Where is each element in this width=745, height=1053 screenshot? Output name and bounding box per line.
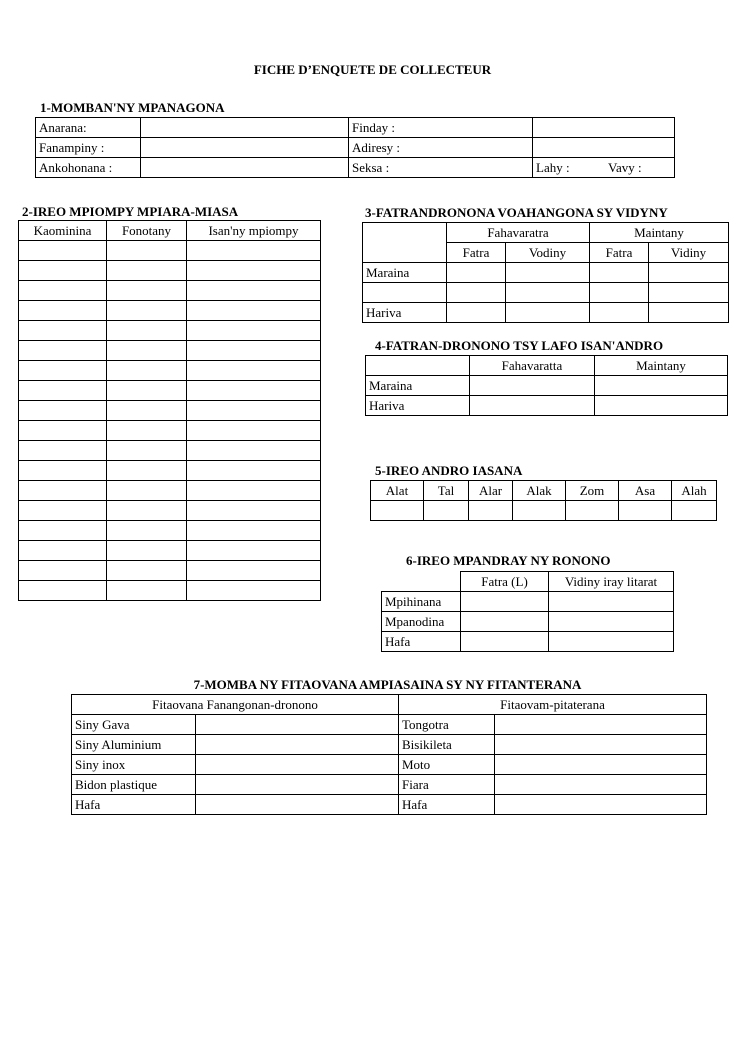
col-fatra: Fatra: [447, 243, 506, 263]
table-row[interactable]: [72, 715, 707, 735]
col-day-alah: Alah: [672, 481, 717, 501]
section-5-title: 5-IREO ANDRO IASANA: [375, 463, 523, 478]
col-fitaovana-fanangonan-dronono: Fitaovana Fanangonan-dronono: [72, 695, 399, 715]
table-row[interactable]: [72, 775, 707, 795]
table-row[interactable]: [366, 396, 728, 416]
table-header-row: [363, 223, 729, 243]
col-day-tal: Tal: [424, 481, 469, 501]
table-row: [36, 118, 675, 138]
adiresy-field[interactable]: [533, 138, 675, 158]
section-4-table: [365, 355, 728, 416]
section-5-table: [370, 480, 717, 521]
col-fonotany: Fonotany: [107, 221, 187, 241]
col-day-alak: Alak: [513, 481, 566, 501]
item-siny-inox: Siny inox: [72, 755, 196, 775]
anarana-field[interactable]: [141, 118, 349, 138]
label-vavy: Vavy :: [608, 160, 642, 175]
col-day-alar: Alar: [469, 481, 513, 501]
table-row[interactable]: [363, 283, 729, 303]
label-seksa: Seksa :: [349, 158, 533, 178]
col-vidiny: Vidiny: [649, 243, 729, 263]
table-row[interactable]: [72, 755, 707, 775]
section-6-table: [381, 571, 674, 652]
label-fanampiny: Fanampiny :: [36, 138, 141, 158]
col-day-alat: Alat: [371, 481, 424, 501]
table-row[interactable]: [19, 501, 321, 521]
table-row[interactable]: [371, 501, 717, 521]
item-siny-gava: Siny Gava: [72, 715, 196, 735]
table-header-row: [382, 572, 674, 592]
col-day-zom: Zom: [566, 481, 619, 501]
section-7-title: 7-MOMBA NY FITAOVANA AMPIASAINA SY NY FITANTERANA: [193, 677, 582, 692]
table-row[interactable]: [19, 481, 321, 501]
section-3-title: 3-FATRANDRONONA VOAHANGONA SY VIDYNY: [365, 205, 668, 220]
row-label-hafa: Hafa: [382, 632, 461, 652]
label-adiresy: Adiresy :: [349, 138, 533, 158]
row-label-maraina: Maraina: [363, 263, 447, 283]
empty-header-cell: [366, 356, 470, 376]
item-tongotra: Tongotra: [399, 715, 495, 735]
item-hafa: Hafa: [72, 795, 196, 815]
gender-field[interactable]: [533, 158, 675, 178]
label-ankohonana: Ankohonana :: [36, 158, 141, 178]
table-row[interactable]: [19, 281, 321, 301]
col-fahavaratta: Fahavaratta: [470, 356, 595, 376]
table-header-row: [72, 695, 707, 715]
table-row[interactable]: [19, 381, 321, 401]
item-moto: Moto: [399, 755, 495, 775]
section-7-table: [71, 694, 707, 815]
col-group-fahavaratra: Fahavaratra: [447, 223, 590, 243]
table-row[interactable]: [19, 321, 321, 341]
label-finday: Finday :: [349, 118, 533, 138]
col-vidiny-iray-litarat: Vidiny iray litarat: [549, 572, 674, 592]
empty-header-cell: [382, 572, 461, 592]
col-maintany: Maintany: [595, 356, 728, 376]
row-label-hariva: Hariva: [366, 396, 470, 416]
col-group-maintany: Maintany: [590, 223, 729, 243]
col-fatra-l: Fatra (L): [461, 572, 549, 592]
section-1-table: [35, 117, 675, 178]
fanampiny-field[interactable]: [141, 138, 349, 158]
col-day-asa: Asa: [619, 481, 672, 501]
table-row[interactable]: [19, 341, 321, 361]
section-2-table: [18, 220, 321, 601]
table-row[interactable]: [19, 361, 321, 381]
label-lahy: Lahy :: [536, 160, 570, 175]
item-hafa: Hafa: [399, 795, 495, 815]
table-row[interactable]: [19, 461, 321, 481]
table-row[interactable]: [19, 261, 321, 281]
col-kaominina: Kaominina: [19, 221, 107, 241]
table-row[interactable]: [19, 581, 321, 601]
section-4-title: 4-FATRAN-DRONONO TSY LAFO ISAN'ANDRO: [375, 338, 664, 353]
document-title: FICHE D’ENQUETE DE COLLECTEUR: [253, 62, 492, 77]
col-fatra: Fatra: [590, 243, 649, 263]
section-3-table: [362, 222, 729, 323]
label-anarana: Anarana:: [36, 118, 141, 138]
section-2-title: 2-IREO MPIOMPY MPIARA-MIASA: [22, 204, 239, 219]
ankohonana-field[interactable]: [141, 158, 349, 178]
table-row[interactable]: [19, 401, 321, 421]
table-row[interactable]: [382, 632, 674, 652]
row-label-mpihinana: Mpihinana: [382, 592, 461, 612]
table-row[interactable]: [19, 301, 321, 321]
table-row: [36, 158, 675, 178]
table-row[interactable]: [19, 561, 321, 581]
table-row[interactable]: [19, 241, 321, 261]
item-bisikileta: Bisikileta: [399, 735, 495, 755]
table-header-row: [19, 221, 321, 241]
item-siny-aluminium: Siny Aluminium: [72, 735, 196, 755]
empty-header-cell: [363, 223, 447, 263]
table-row: [36, 138, 675, 158]
table-row[interactable]: [366, 376, 728, 396]
table-row[interactable]: [19, 521, 321, 541]
section-1-title: 1-MOMBAN'NY MPANAGONA: [40, 100, 225, 115]
col-vodiny: Vodiny: [506, 243, 590, 263]
item-bidon-plastique: Bidon plastique: [72, 775, 196, 795]
table-row[interactable]: [363, 303, 729, 323]
table-row[interactable]: [363, 263, 729, 283]
finday-field[interactable]: [533, 118, 675, 138]
table-row[interactable]: [19, 441, 321, 461]
table-row[interactable]: [72, 735, 707, 755]
table-row[interactable]: [19, 541, 321, 561]
item-fiara: Fiara: [399, 775, 495, 795]
table-header-row: [366, 356, 728, 376]
table-row[interactable]: [382, 592, 674, 612]
table-row[interactable]: [382, 612, 674, 632]
col-isan-ny-mpiompy: Isan'ny mpiompy: [187, 221, 321, 241]
col-fitaovam-pitaterana: Fitaovam-pitaterana: [399, 695, 707, 715]
table-row[interactable]: [72, 795, 707, 815]
row-label-mpanodina: Mpanodina: [382, 612, 461, 632]
row-label-hariva: Hariva: [363, 303, 447, 323]
row-label-maraina: Maraina: [366, 376, 470, 396]
table-row[interactable]: [19, 421, 321, 441]
table-header-row: [371, 481, 717, 501]
section-6-title: 6-IREO MPANDRAY NY RONONO: [406, 553, 611, 568]
